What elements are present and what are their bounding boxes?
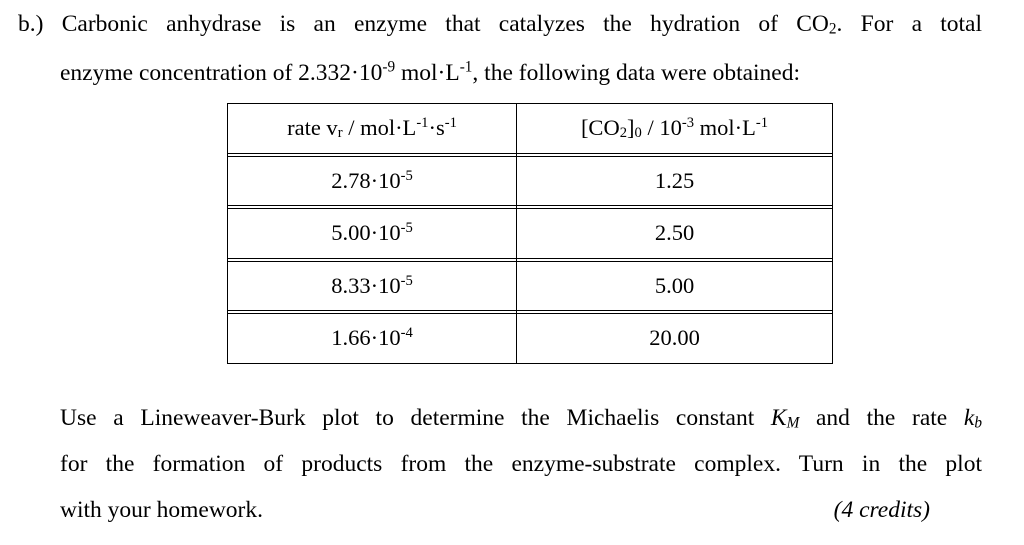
rate-cell: $1.66\cdot 10^{-4}$ bbox=[228, 314, 517, 364]
concentration-cell: 1.25 bbox=[517, 156, 833, 206]
concentration-header: $[CO_2]_0 / 10^{-3}$ $mol\cdot L^{-1}$ bbox=[517, 104, 833, 154]
question-line-1: Use a Lineweaver-Burk plot to determine the Michaelis constant $K_M$ and the rate $k_b$ bbox=[60, 405, 982, 432]
intro-line-1: b.) Carbonic anhydrase is an enzyme that catalyzes the hydration of $CO_2$. For a total bbox=[18, 11, 983, 38]
question-line-2: for the formation of products from the enzyme-substrate complex. Turn in the plot bbox=[60, 451, 982, 477]
kb-symbol: $k_b$ bbox=[963, 405, 982, 432]
credits-label: (4 credits) bbox=[833, 497, 930, 523]
table-header-row bbox=[228, 104, 833, 154]
rate-cell: $2.78\cdot 10^{-5}$ bbox=[228, 156, 517, 206]
table-row bbox=[228, 261, 833, 311]
table-row bbox=[228, 209, 833, 259]
question-line-3: with your homework. bbox=[60, 497, 263, 523]
rate-header: rate $v_r / mol\cdot L^{-1}\cdot s^{-1}$ bbox=[228, 104, 517, 154]
rate-cell: $5.00\cdot 10^{-5}$ bbox=[228, 209, 517, 259]
rate-cell: $8.33\cdot 10^{-5}$ bbox=[228, 261, 517, 311]
intro-line-2: enzyme concentration of $2.332\cdot 10^{-9}$ $mol\cdot L^{-1}$, the following data were obtained: bbox=[60, 58, 801, 86]
table-row bbox=[228, 314, 833, 364]
km-symbol: $K_M$ bbox=[770, 405, 800, 432]
concentration-cell: 5.00 bbox=[517, 261, 833, 311]
part-label: b.) bbox=[18, 11, 44, 37]
table-row bbox=[228, 156, 833, 206]
concentration-cell: 20.00 bbox=[517, 314, 833, 364]
concentration-cell: 2.50 bbox=[517, 209, 833, 259]
data-table bbox=[227, 103, 833, 364]
